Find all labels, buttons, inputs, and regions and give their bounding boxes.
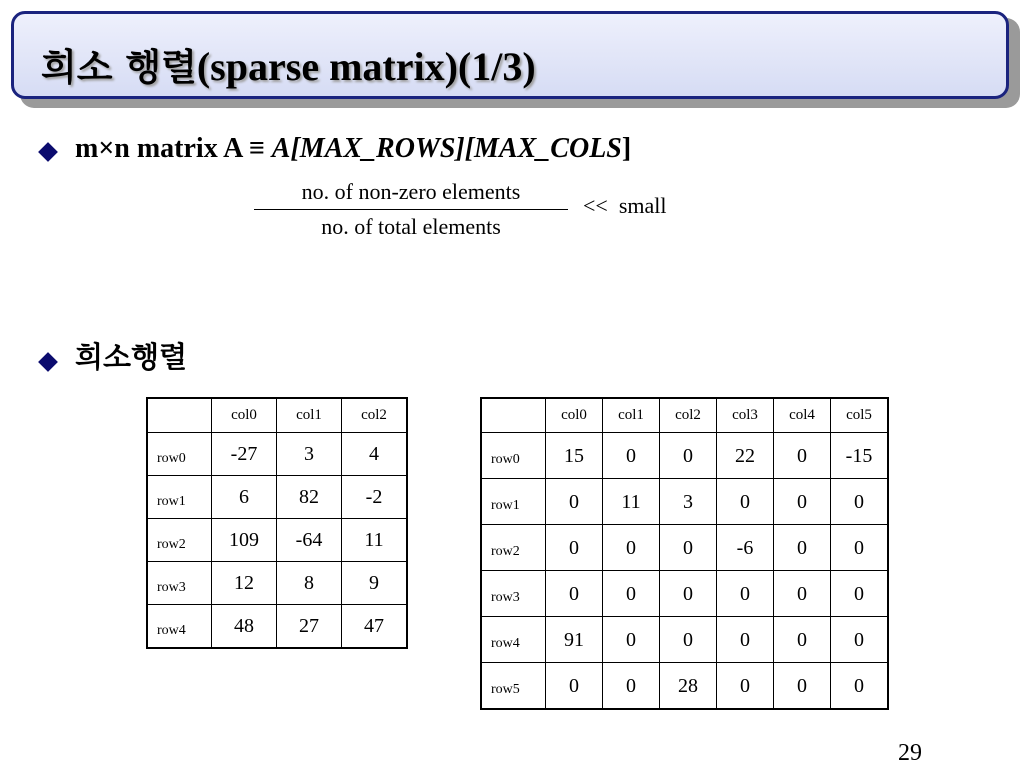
title-english: (sparse matrix)(1/3) [196, 44, 536, 89]
column-header: col0 [546, 398, 603, 433]
table-cell: 0 [717, 617, 774, 663]
row-header: row1 [147, 476, 212, 519]
table-row [147, 519, 407, 562]
table-cell: 0 [660, 571, 717, 617]
table-cell: 0 [774, 479, 831, 525]
table-cell: 11 [342, 519, 408, 562]
table-cell: 0 [660, 617, 717, 663]
table-row [147, 476, 407, 519]
table-cell: -2 [342, 476, 408, 519]
definition-expression: A[MAX_ROWS][MAX_COLS [271, 133, 622, 164]
table-cell: 47 [342, 605, 408, 649]
slide-title [41, 44, 536, 89]
table-cell: 0 [546, 571, 603, 617]
table-cell: 0 [546, 663, 603, 710]
title-korean: 희소 행렬 [41, 46, 197, 89]
table-cell: 0 [603, 525, 660, 571]
table-cell: 11 [603, 479, 660, 525]
table-cell: 22 [717, 433, 774, 479]
table-cell: -15 [831, 433, 889, 479]
column-header: col2 [342, 398, 408, 433]
table-cell: 0 [603, 663, 660, 710]
table-cell: 0 [603, 433, 660, 479]
row-header: row3 [147, 562, 212, 605]
table-cell: 0 [831, 525, 889, 571]
row-header: row4 [147, 605, 212, 649]
table-row [481, 525, 888, 571]
table-cell: 0 [717, 663, 774, 710]
table-row [481, 571, 888, 617]
table-cell: 0 [831, 479, 889, 525]
sparsity-fraction [254, 178, 568, 239]
table-cell: 0 [717, 479, 774, 525]
table-cell: 48 [212, 605, 277, 649]
table-cell: 6 [212, 476, 277, 519]
dense-matrix-table [146, 397, 408, 649]
column-header: col4 [774, 398, 831, 433]
fraction-denominator: no. of total elements [321, 214, 501, 239]
column-header: col0 [212, 398, 277, 433]
fraction-bar [254, 209, 568, 210]
table-cell: -64 [277, 519, 342, 562]
table-cell: 4 [342, 433, 408, 476]
table-cell: 0 [774, 571, 831, 617]
column-header: col5 [831, 398, 889, 433]
table-cell: 0 [603, 617, 660, 663]
row-header: row2 [481, 525, 546, 571]
table-row [481, 663, 888, 710]
row-header: row0 [481, 433, 546, 479]
row-header: row3 [481, 571, 546, 617]
table-cell: 0 [831, 617, 889, 663]
table-cell: 8 [277, 562, 342, 605]
table-cell: 3 [660, 479, 717, 525]
table-cell: 0 [774, 525, 831, 571]
matrix-definition [75, 134, 631, 165]
table-cell: 109 [212, 519, 277, 562]
title-banner [11, 11, 1009, 99]
table-cell: 0 [831, 571, 889, 617]
table-header-row [147, 398, 407, 433]
definition-suffix: ] [621, 133, 632, 164]
row-header: row2 [147, 519, 212, 562]
table-row [481, 479, 888, 525]
table-cell: 28 [660, 663, 717, 710]
diamond-bullet-icon [38, 352, 58, 372]
page-number: 29 [898, 740, 922, 766]
table-cell: 9 [342, 562, 408, 605]
table-cell: 0 [774, 617, 831, 663]
corner-cell [481, 398, 546, 433]
table-cell: 0 [603, 571, 660, 617]
table-cell: 0 [774, 433, 831, 479]
table-row [147, 605, 407, 649]
column-header: col3 [717, 398, 774, 433]
table-cell: 3 [277, 433, 342, 476]
sparse-matrix-heading: 희소행렬 [75, 340, 188, 374]
table-cell: 0 [660, 525, 717, 571]
column-header: col2 [660, 398, 717, 433]
table-cell: 27 [277, 605, 342, 649]
sparse-matrix-table [480, 397, 889, 710]
table-cell: 12 [212, 562, 277, 605]
column-header: col1 [603, 398, 660, 433]
table-cell: 0 [660, 433, 717, 479]
table-cell: 82 [277, 476, 342, 519]
definition-prefix: m×n matrix A ≡ [75, 133, 272, 164]
table-row [481, 433, 888, 479]
corner-cell [147, 398, 212, 433]
table-cell: 0 [717, 571, 774, 617]
row-header: row0 [147, 433, 212, 476]
table-row [481, 617, 888, 663]
row-header: row5 [481, 663, 546, 710]
fraction-comparison: << small [583, 193, 667, 218]
table-row [147, 562, 407, 605]
diamond-bullet-icon [38, 142, 58, 162]
table-cell: 0 [546, 479, 603, 525]
row-header: row4 [481, 617, 546, 663]
table-cell: 91 [546, 617, 603, 663]
table-header-row [481, 398, 888, 433]
table-row [147, 433, 407, 476]
table-cell: 0 [774, 663, 831, 710]
table-cell: -6 [717, 525, 774, 571]
column-header: col1 [277, 398, 342, 433]
table-cell: 0 [831, 663, 889, 710]
table-cell: 0 [546, 525, 603, 571]
table-cell: -27 [212, 433, 277, 476]
fraction-numerator: no. of non-zero elements [301, 179, 521, 204]
row-header: row1 [481, 479, 546, 525]
table-cell: 15 [546, 433, 603, 479]
